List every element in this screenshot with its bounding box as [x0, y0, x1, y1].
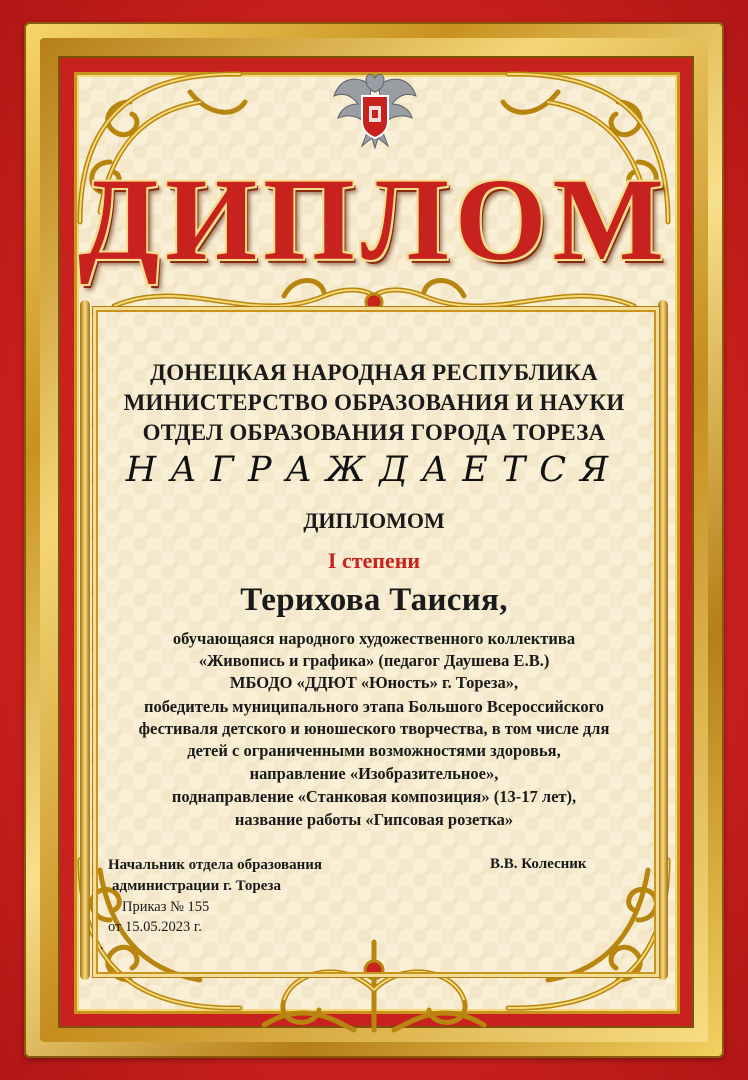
header-republic: ДОНЕЦКАЯ НАРОДНАЯ РЕСПУБЛИКА	[150, 360, 598, 385]
description-line: направление «Изобразительное»,	[249, 764, 499, 783]
order-number: Приказ № 155	[122, 899, 210, 915]
description-line: фестиваля детского и юношеского творчества, в том числе для	[138, 719, 610, 738]
diploma-word: ДИПЛОМОМ	[303, 508, 445, 533]
header-ministry: МИНИСТЕРСТВО ОБРАЗОВАНИЯ И НАУКИ	[123, 390, 625, 415]
diploma-title: ДИПЛОМ	[78, 154, 670, 285]
description-line: название работы «Гипсовая розетка»	[234, 810, 514, 829]
trailing-dot: .	[100, 937, 104, 953]
description-line: детей с ограниченными возможностями здоровья,	[187, 741, 561, 760]
description-line: обучающаяся народного художественного коллектива	[172, 629, 576, 648]
description-line: МБОДО «ДДЮТ «Юность» г. Тореза»,	[229, 673, 519, 692]
description-line: поднаправление «Станковая композиция» (13-17 лет),	[171, 787, 577, 806]
degree-label: I степени	[327, 548, 421, 573]
signer-position-line2: администрации г. Тореза	[112, 878, 281, 894]
donetsk-eagle-emblem-icon	[332, 66, 418, 150]
winner-name: Терихова Таисия,	[240, 582, 508, 618]
order-date: от 15.05.2023 г.	[108, 919, 202, 935]
bottom-center-ornament-icon	[224, 930, 524, 1040]
awarded-heading: НАГРАЖДАЕТСЯ	[125, 450, 623, 490]
signer-name: В.В. Колесник	[490, 856, 587, 872]
description-line: «Живопись и графика» (педагог Даушева Е.В.)	[198, 651, 550, 670]
header-department: ОТДЕЛ ОБРАЗОВАНИЯ ГОРОДА ТОРЕЗА	[142, 420, 606, 445]
description-line: победитель муниципального этапа Большого Всероссийского	[144, 697, 604, 716]
signer-position-line1: Начальник отдела образования	[108, 857, 322, 873]
